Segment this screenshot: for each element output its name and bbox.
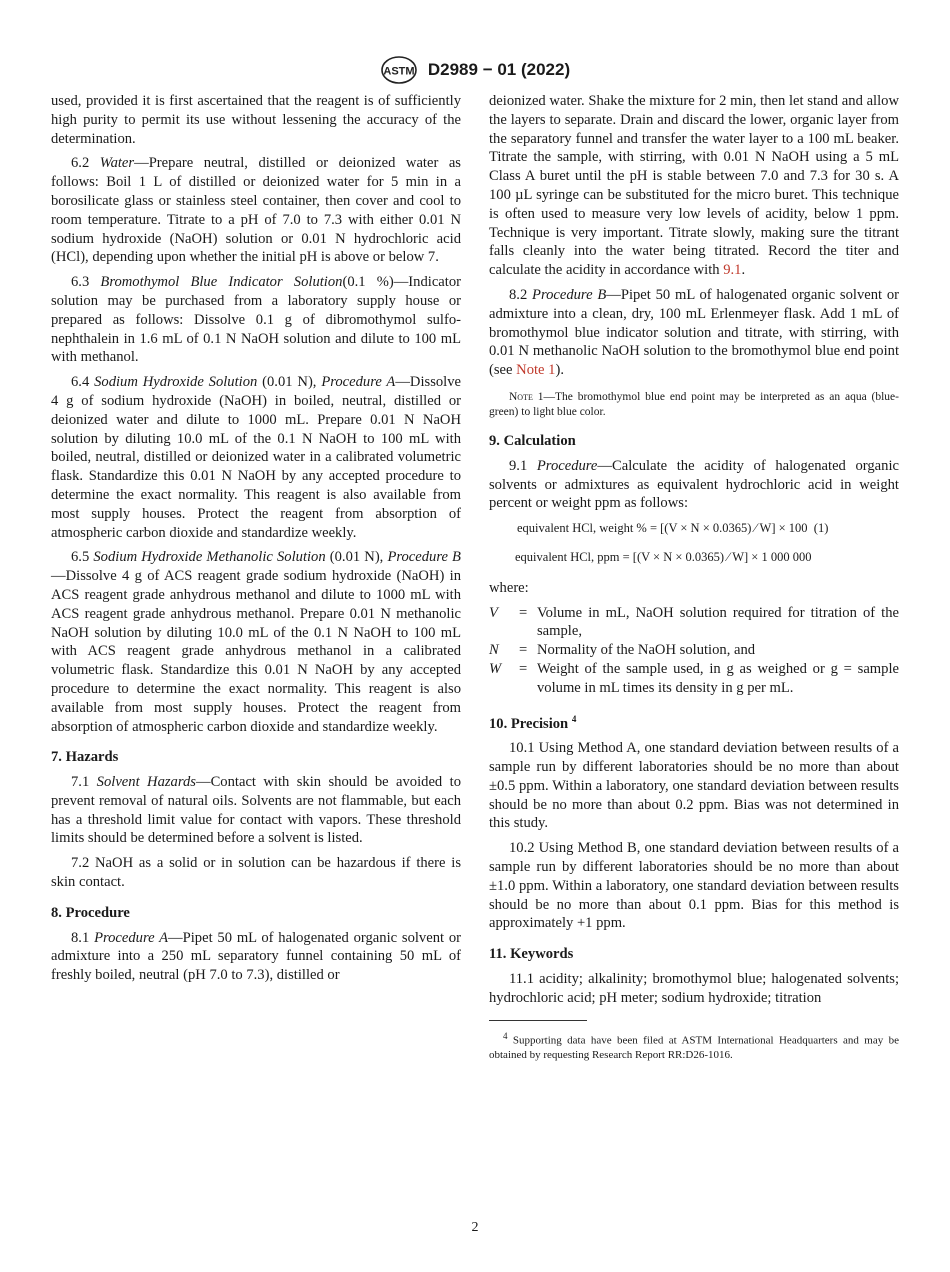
heading-precision: 10. Precision $^4$ (489, 713, 577, 732)
left-column (51, 92, 461, 991)
paragraph-continuation-right: deionized water. Shake the mixture for 2 min, then let stand and allow the layers to separate. Drain and discard the lower, organic layer from the separatory funnel and transfer the water layer to a 100 mL beaker. Titrate the sample, with stirring, with 0.01 N NaOH using a 5 mL Class A buret until the pH is stable between 7.0 and 7.3 for 30 s. A 100 µL syringe can be substituted for the micro buret. This technique is often used to measure very low levels of acidity, below 1 ppm. Technique is very important. Titrate slowly, making sure the titrant falls cleanly into the water being titrated. Record the titer and calculate the acidity in accordance with 9.1. (489, 93, 899, 279)
note-1: Note 1—The bromothymol blue end point may be interpreted as an aqua (blue-green) to light blue color. (489, 390, 899, 418)
where-label: where: (489, 579, 529, 596)
astm-logo-icon (380, 56, 418, 84)
heading-hazards: 7. Hazards (51, 749, 119, 766)
equation-2: equivalent HCl, ppm = [(V × N × 0.0365) ⁄ W] × 1 000 000 (515, 549, 812, 564)
footnote-4: $^4$ Supporting data have been filed at ASTM International Headquarters and may be obtained by requesting Research Report RR:D26-1016. (489, 1030, 899, 1061)
heading-calculation: 9. Calculation (489, 432, 576, 449)
section-7-1: 7.1 Solvent Hazards—Contact with skin should be avoided to prevent removal of natural oils. Solvents are not flammable, but each has a threshold limit value for contact with vapors. These threshold limits should be determined before a solvent is listed. (51, 774, 461, 847)
section-9-1: 9.1 Procedure—Calculate the acidity of halogenated organic solvents or admixtures as equivalent hydrochloric acid in weight percent or weight ppm as follows: (489, 457, 899, 512)
definition-w: W = Weight of the sample used, in g as weighed or g = sample volume in mL times its density in g per mL. (489, 660, 899, 696)
page-header (0, 56, 950, 84)
svg-text:ASTM: ASTM (383, 65, 415, 78)
definition-v: V = Volume in mL, NaOH solution required for titration of the sample, (489, 604, 899, 640)
heading-keywords: 11. Keywords (489, 946, 574, 963)
section-6-4: 6.4 Sodium Hydroxide Solution (0.01 N), Procedure A—Dissolve 4 g of sodium hydroxide (NaOH) in boiled, neutral, distilled or deionized water and dilute to 1000 mL. Prepare 0.01 N NaOH solution by diluting 10.0 mL of the 0.1 N NaOH to 100 mL with boiled, neutral, distilled or deionized water in a calibrated volumetric flask. Standardize this 0.01 N NaOH by any accepted procedure to determine the exact normality. This reagent is also available from most supply houses. Protect the reagent from absorption of atmospheric carbon dioxide and standardize weekly. (51, 374, 461, 541)
section-10-2: 10.2 Using Method B, one standard deviation between results of a sample run by different laboratories should be no more than about ±1.0 ppm. Within a laboratory, one standard deviation between results should be no more than about 0.1 ppm. Bias for this method is approximately +1 ppm. (489, 840, 899, 932)
section-6-5: 6.5 Sodium Hydroxide Methanolic Solution (0.01 N), Procedure B—Dissolve 4 g of ACS reagent grade sodium hydroxide (NaOH) in ACS reagent grade anhydrous methanol and dilute to 1000 mL with ACS reagent grade anhydrous methanol. Prepare 0.01 N methanolic NaOH solution by diluting 10.0 mL of the 0.1 N NaOH to 100 mL with ACS reagent grade anhydrous methanol in a calibrated volumetric flask. Standardize this 0.01 N NaOH by any accepted procedure to determine the exact normality. This reagent is also available from most supply houses. Protect the reagent from absorption of atmospheric carbon dioxide and standardize weekly. (51, 549, 461, 735)
link-note-1[interactable]: Note 1 (516, 362, 556, 379)
section-8-2: 8.2 Procedure B—Pipet 50 mL of halogenated organic solvent or admixture into a clean, dry, 100 mL Erlenmeyer flask. Add 1 mL of bromothymol blue indicator solution and titrate, with stirring, with 0.01 N methanolic NaOH solution to the bromothymol blue end point (see Note 1). (489, 286, 900, 379)
section-6-3: 6.3 Bromothymol Blue Indicator Solution(0.1 %)—Indicator solution may be purchased from a laboratory supply house or prepared as follows: Dissolve 0.1 g of dibromothymol sulfo-nephthalein in 1.6 mL of 0.1 N NaOH solution and dilute to 100 mL with methanol. (51, 274, 461, 366)
paragraph-continuation: used, provided it is first ascertained that the reagent is of sufficiently high purity to permit its use without lessening the accuracy of the determination. (51, 93, 461, 147)
heading-procedure: 8. Procedure (51, 904, 130, 921)
section-8-1: 8.1 Procedure A—Pipet 50 mL of halogenated organic solvent or admixture into a 250 mL separatory funnel containing 50 mL of freshly boiled, neutral (pH 7.0 to 7.3), distilled or (51, 929, 462, 984)
section-6-2: 6.2 Water—Prepare neutral, distilled or deionized water as follows: Boil 1 L of distilled or deionized water for 5 min in a borosilicate glass or stainless steel container, then cover and cool to room temperature. Titrate to a pH of 7.0 to 7.3 with either 0.01 N sodium hydroxide (NaOH) solution or 0.01 N hydrochloric acid (HCl), depending upon whether the initial pH is above or below 7. (51, 155, 461, 266)
section-7-2: 7.2 NaOH as a solid or in solution can be hazardous if there is skin contact. (51, 855, 461, 891)
page-number: 2 (471, 1220, 479, 1235)
definition-n: N = Normality of the NaOH solution, and (489, 642, 756, 659)
right-column (489, 92, 899, 1068)
footnote-rule (489, 1020, 587, 1021)
equation-1: equivalent HCl, weight % = [(V × N × 0.0365) ⁄ W] × 100 (1) (517, 521, 829, 536)
section-11-1: 11.1 acidity; alkalinity; bromothymol blue; halogenated solvents; hydrochloric acid; pH meter; sodium hydroxide; titration (489, 970, 899, 1006)
document-code: D2989 − 01 (2022) (427, 60, 571, 79)
link-9-1[interactable]: 9.1 (723, 262, 742, 279)
section-10-1: 10.1 Using Method A, one standard deviation between results of a sample run by different laboratories should be no more than about ±0.5 ppm. Within a laboratory, one standard deviation between results should be no more than about 0.2 ppm. Bias was not determined in this study. (489, 740, 899, 832)
